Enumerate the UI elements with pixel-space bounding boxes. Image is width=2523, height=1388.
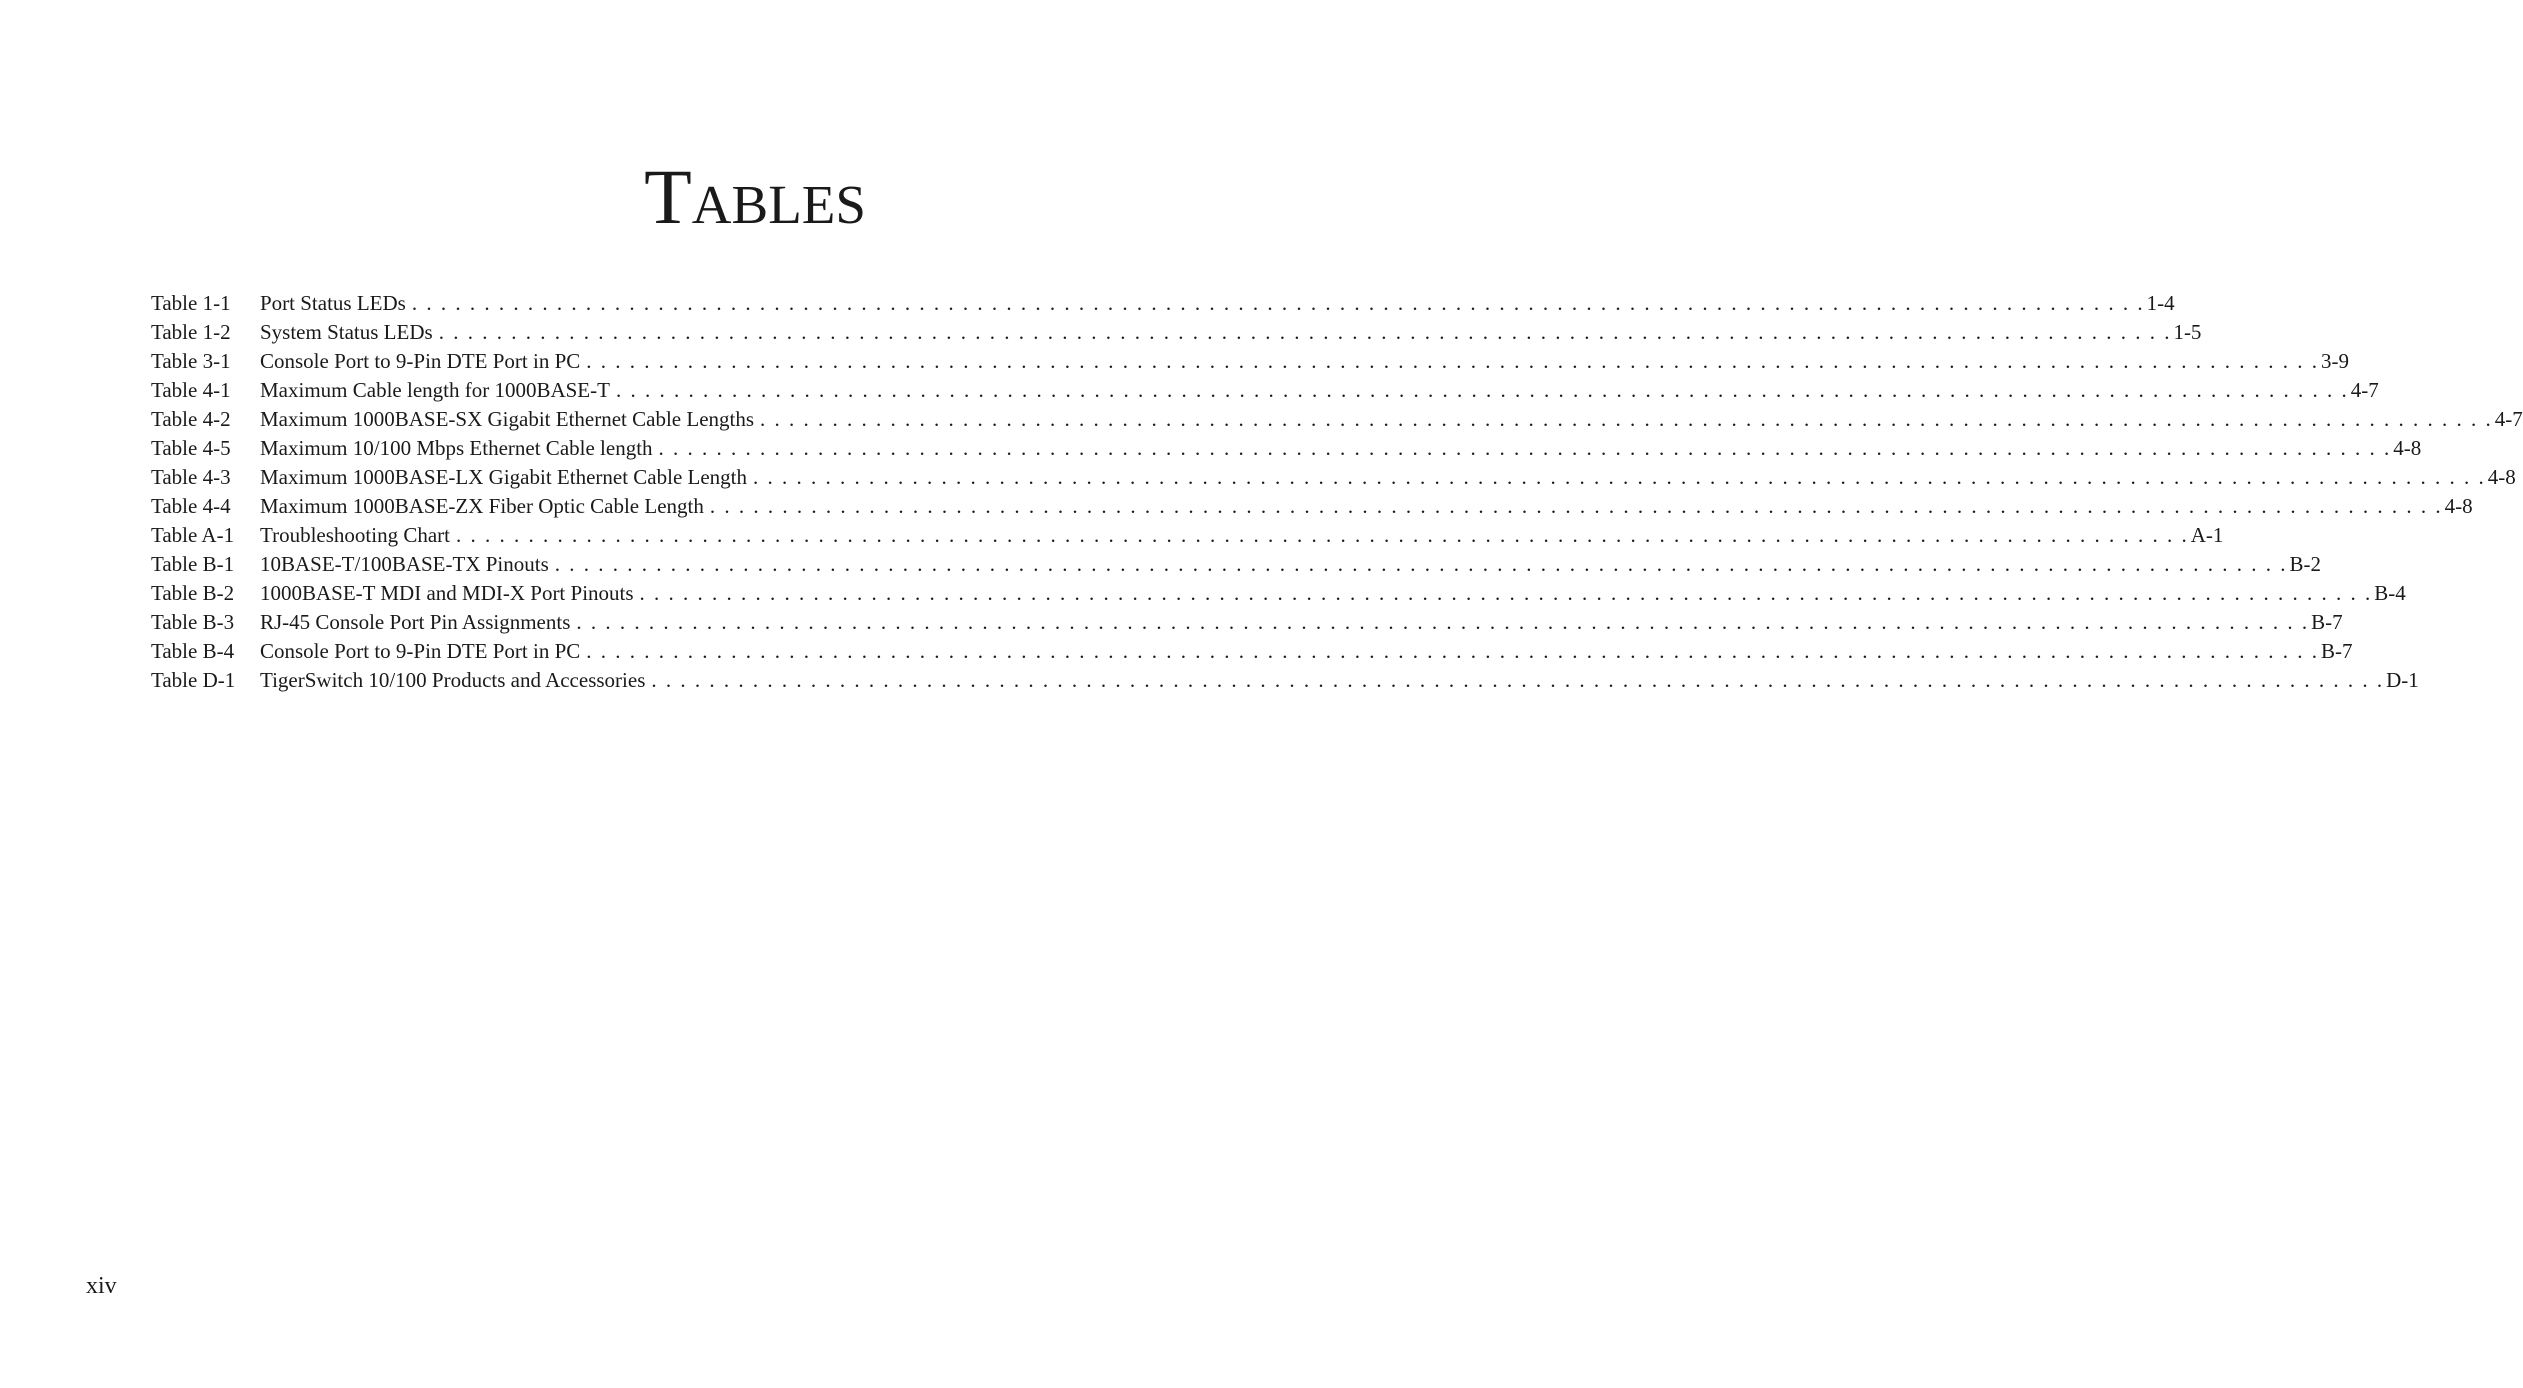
toc-dot-leader: . . . . . . . . . . . . . . . . . . . . . . . . . . . . . . . . . . . . . . . . . . . . . . . . . . . . . . . . . . . . . . . . . . . . . . . . . . . . . . . . . . . . . . . . . . . . . . . . . . . . . . . . . . . . . . . . . . . . . . . .	[586, 349, 2320, 373]
page-number: xiv	[86, 1273, 117, 1299]
toc-dot-leader: . . . . . . . . . . . . . . . . . . . . . . . . . . . . . . . . . . . . . . . . . . . . . . . . . . . . . . . . . . . . . . . . . . . . . . . . . . . . . . . . . . . . . . . . . . . . . . . . . . . . . . . . . . . . . . . . . . . . . . . .	[576, 610, 2310, 634]
toc-dot-leader: . . . . . . . . . . . . . . . . . . . . . . . . . . . . . . . . . . . . . . . . . . . . . . . . . . . . . . . . . . . . . . . . . . . . . . . . . . . . . . . . . . . . . . . . . . . . . . . . . . . . . . . . . . . . . . . . . . . . . . . .	[411, 291, 2145, 315]
toc-entry-title: System Status LEDs	[260, 320, 433, 344]
toc-entry-title: Maximum 1000BASE-LX Gigabit Ethernet Cable Length	[260, 465, 747, 489]
toc-entry-page: 4-7	[2350, 378, 2379, 402]
toc-entry[interactable]	[151, 289, 2175, 318]
toc-entry-title: Port Status LEDs	[260, 291, 406, 315]
toc-entry[interactable]	[151, 376, 2379, 405]
toc-entry[interactable]	[151, 637, 2353, 666]
toc-entry-title: Maximum 10/100 Mbps Ethernet Cable length	[260, 436, 653, 460]
toc-entry-label: Table B-1	[151, 552, 235, 576]
toc-entry-label: Table 4-4	[151, 494, 231, 518]
toc-dot-leader: . . . . . . . . . . . . . . . . . . . . . . . . . . . . . . . . . . . . . . . . . . . . . . . . . . . . . . . . . . . . . . . . . . . . . . . . . . . . . . . . . . . . . . . . . . . . . . . . . . . . . . . . . . . . . . . . . . . . . . . .	[615, 378, 2349, 402]
toc-dot-leader: . . . . . . . . . . . . . . . . . . . . . . . . . . . . . . . . . . . . . . . . . . . . . . . . . . . . . . . . . . . . . . . . . . . . . . . . . . . . . . . . . . . . . . . . . . . . . . . . . . . . . . . . . . . . . . . . . . . . . . . .	[760, 407, 2493, 431]
toc-entry-label: Table 3-1	[151, 349, 231, 373]
toc-entry-label: Table 4-3	[151, 465, 231, 489]
toc-dot-leader: . . . . . . . . . . . . . . . . . . . . . . . . . . . . . . . . . . . . . . . . . . . . . . . . . . . . . . . . . . . . . . . . . . . . . . . . . . . . . . . . . . . . . . . . . . . . . . . . . . . . . . . . . . . . . . . . . . . . . . . .	[753, 465, 2486, 489]
toc-entry-page: B-4	[2374, 581, 2406, 605]
toc-entry-page: B-2	[2289, 552, 2322, 576]
toc-entry-title: 10BASE-T/100BASE-TX Pinouts	[260, 552, 549, 576]
toc-dot-leader: . . . . . . . . . . . . . . . . . . . . . . . . . . . . . . . . . . . . . . . . . . . . . . . . . . . . . . . . . . . . . . . . . . . . . . . . . . . . . . . . . . . . . . . . . . . . . . . . . . . . . . . . . . . . . . . . . . . . . . . .	[639, 581, 2373, 605]
toc-entry[interactable]	[151, 579, 2406, 608]
toc-entry[interactable]	[151, 318, 2202, 347]
toc-entry-label: Table 4-2	[151, 407, 231, 431]
toc-entry-label: Table B-4	[151, 639, 235, 663]
toc-entry-page: B-7	[2321, 639, 2353, 663]
table-of-tables	[151, 289, 2523, 695]
toc-entry-page: 4-8	[2393, 436, 2422, 460]
toc-dot-leader: . . . . . . . . . . . . . . . . . . . . . . . . . . . . . . . . . . . . . . . . . . . . . . . . . . . . . . . . . . . . . . . . . . . . . . . . . . . . . . . . . . . . . . . . . . . . . . . . . . . . . . . . . . . . . . . . . . . . . . . .	[658, 436, 2392, 460]
toc-entry-label: Table 1-1	[151, 291, 231, 315]
toc-entry-page: A-1	[2190, 523, 2224, 547]
toc-entry[interactable]	[151, 666, 2419, 695]
toc-entry-label: Table A-1	[151, 523, 235, 547]
toc-entry-page: 4-8	[2444, 494, 2473, 518]
toc-entry-title: Console Port to 9-Pin DTE Port in PC	[260, 639, 581, 663]
toc-entry-label: Table 1-2	[151, 320, 231, 344]
toc-entry-title: 1000BASE-T MDI and MDI-X Port Pinouts	[260, 581, 634, 605]
toc-entry[interactable]	[151, 550, 2322, 579]
toc-dot-leader: . . . . . . . . . . . . . . . . . . . . . . . . . . . . . . . . . . . . . . . . . . . . . . . . . . . . . . . . . . . . . . . . . . . . . . . . . . . . . . . . . . . . . . . . . . . . . . . . . . . . . . . . . . . . . . . . . . . . . . . .	[455, 523, 2189, 547]
toc-entry-page: D-1	[2386, 668, 2419, 692]
toc-entry-title: Maximum Cable length for 1000BASE-T	[260, 378, 610, 402]
toc-entry[interactable]	[151, 434, 2422, 463]
toc-entry-label: Table 4-5	[151, 436, 231, 460]
toc-entry-page: 4-7	[2494, 407, 2523, 431]
toc-entry[interactable]	[151, 463, 2516, 492]
toc-entry[interactable]	[151, 492, 2473, 521]
toc-entry-label: Table B-2	[151, 581, 235, 605]
toc-dot-leader: . . . . . . . . . . . . . . . . . . . . . . . . . . . . . . . . . . . . . . . . . . . . . . . . . . . . . . . . . . . . . . . . . . . . . . . . . . . . . . . . . . . . . . . . . . . . . . . . . . . . . . . . . . . . . . . . . . . . . . . .	[438, 320, 2172, 344]
toc-entry-page: 4-8	[2487, 465, 2516, 489]
toc-entry-label: Table 4-1	[151, 378, 231, 402]
toc-dot-leader: . . . . . . . . . . . . . . . . . . . . . . . . . . . . . . . . . . . . . . . . . . . . . . . . . . . . . . . . . . . . . . . . . . . . . . . . . . . . . . . . . . . . . . . . . . . . . . . . . . . . . . . . . . . . . . . . . . . . . . . .	[651, 668, 2385, 692]
toc-dot-leader: . . . . . . . . . . . . . . . . . . . . . . . . . . . . . . . . . . . . . . . . . . . . . . . . . . . . . . . . . . . . . . . . . . . . . . . . . . . . . . . . . . . . . . . . . . . . . . . . . . . . . . . . . . . . . . . . . . . . . . . .	[586, 639, 2320, 663]
toc-entry-page: 1-5	[2173, 320, 2202, 344]
toc-entry[interactable]	[151, 521, 2224, 550]
toc-entry-title: Maximum 1000BASE-ZX Fiber Optic Cable Length	[260, 494, 704, 518]
toc-entry-page: 3-9	[2321, 349, 2350, 373]
toc-entry-page: 1-4	[2146, 291, 2175, 315]
toc-dot-leader: . . . . . . . . . . . . . . . . . . . . . . . . . . . . . . . . . . . . . . . . . . . . . . . . . . . . . . . . . . . . . . . . . . . . . . . . . . . . . . . . . . . . . . . . . . . . . . . . . . . . . . . . . . . . . . . . . . . . . . . .	[554, 552, 2288, 576]
toc-entry-label: Table D-1	[151, 668, 236, 692]
toc-entry[interactable]	[151, 347, 2350, 376]
toc-entry[interactable]	[151, 608, 2343, 637]
toc-dot-leader: . . . . . . . . . . . . . . . . . . . . . . . . . . . . . . . . . . . . . . . . . . . . . . . . . . . . . . . . . . . . . . . . . . . . . . . . . . . . . . . . . . . . . . . . . . . . . . . . . . . . . . . . . . . . . . . . . . . . . . . .	[709, 494, 2443, 518]
toc-entry[interactable]	[151, 405, 2523, 434]
toc-entry-title: Console Port to 9-Pin DTE Port in PC	[260, 349, 581, 373]
toc-entry-title: TigerSwitch 10/100 Products and Accessories	[260, 668, 646, 692]
toc-entry-title: Troubleshooting Chart	[260, 523, 450, 547]
toc-entry-title: RJ-45 Console Port Pin Assignments	[260, 610, 571, 634]
toc-entry-title: Maximum 1000BASE-SX Gigabit Ethernet Cable Lengths	[260, 407, 755, 431]
toc-entry-label: Table B-3	[151, 610, 235, 634]
toc-entry-page: B-7	[2311, 610, 2343, 634]
page-title: Tables	[644, 153, 866, 240]
